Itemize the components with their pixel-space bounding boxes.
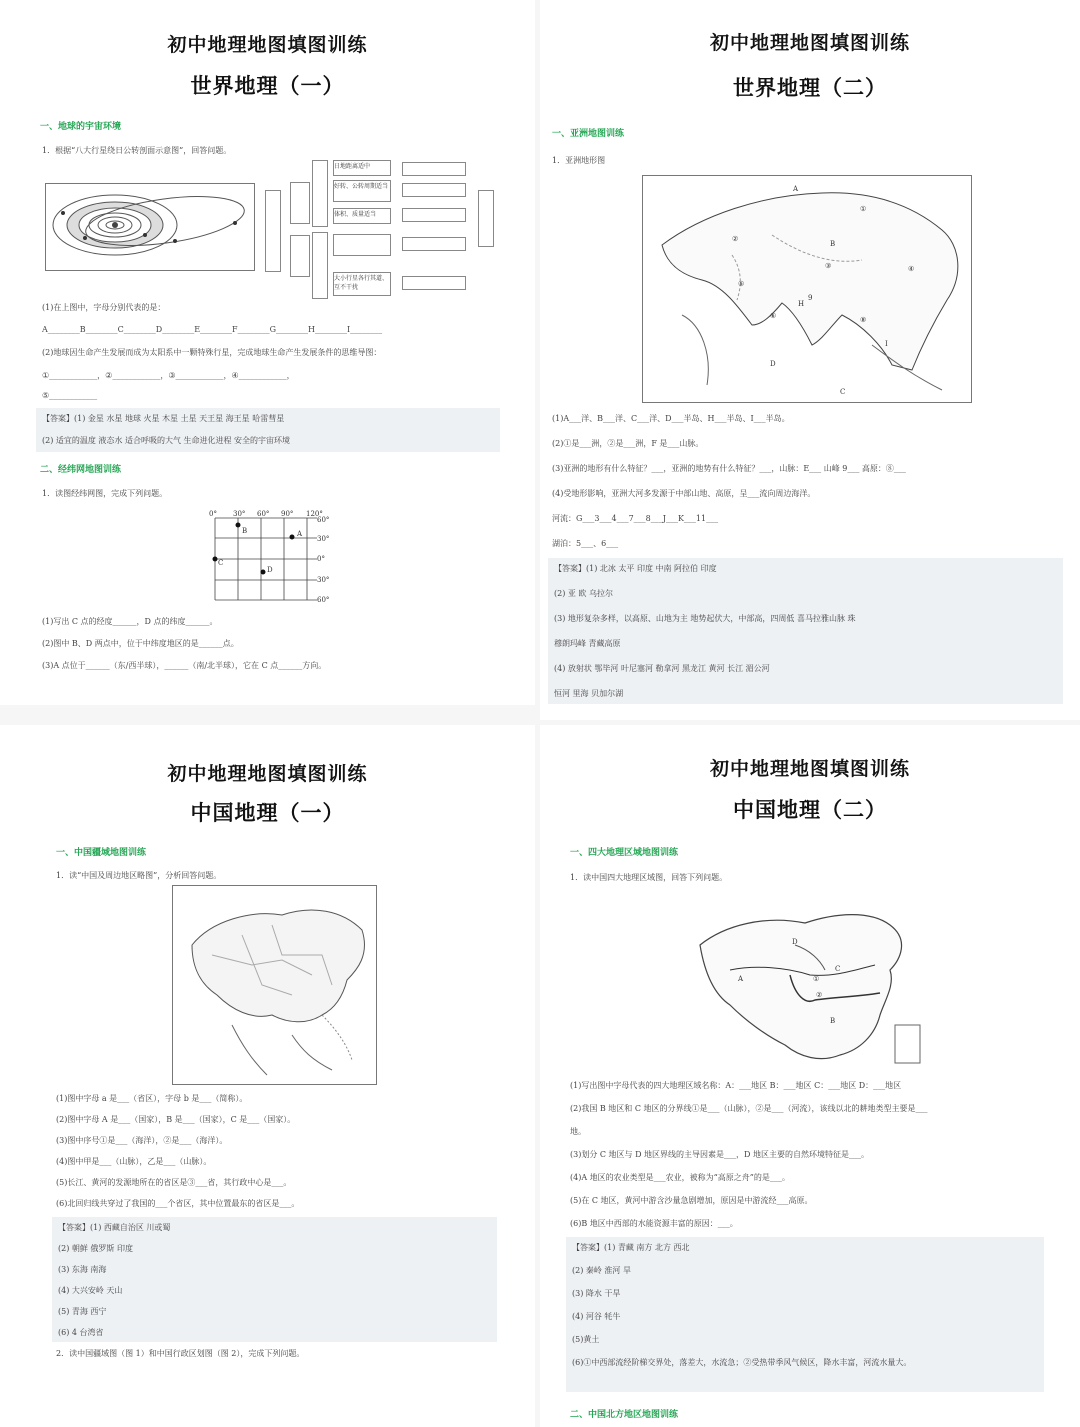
fill-blanks: A________B________C________D________E________F________G________H________I________	[42, 325, 383, 334]
answer-line: (4) 大兴安岭 天山	[58, 1286, 123, 1295]
answer-line: (4) 放射状 鄂毕河 叶尼塞河 勒拿河 黑龙江 黄河 长江 湄公河	[554, 664, 770, 673]
question-text: (2)图中字母 A 是___（国家），B 是___（国家），C 是___（国家）。	[56, 1115, 296, 1124]
map-label: A	[793, 185, 799, 193]
mindmap-node	[290, 235, 310, 277]
answer-line: 穆朗玛峰 青藏高原	[554, 639, 621, 648]
question-text: 1．读图经纬网图，完成下列问题。	[42, 489, 168, 498]
question-text: (1)A___洋、B___洋、C___洋、D___半岛、H___半岛、I___半岛。	[552, 414, 790, 423]
answer-line: (6)①中西部流经阶梯交界处，落差大，水流急；②受热带季风气候区，降水丰富，河流水量大。	[572, 1358, 912, 1367]
question-text: (3)图中序号①是___（海洋），②是___（海洋）。	[56, 1136, 228, 1145]
answer-line: (6) 4 台湾省	[58, 1328, 104, 1337]
mindmap-item	[333, 234, 391, 256]
mindmap-root	[265, 190, 281, 272]
answer-line: 【答案】(1) 金星 水星 地球 火星 木星 土星 天王星 海王星 哈雷彗星	[42, 414, 285, 423]
mindmap-item: 大小行星各行其道、互不干扰	[333, 272, 391, 296]
mindmap-blank-4	[402, 237, 466, 251]
answer-box	[566, 1237, 1044, 1392]
map-label: H	[798, 300, 805, 308]
mindmap-item: 体积、质量适当	[333, 208, 391, 224]
answer-line: (4) 河谷 牦牛	[572, 1312, 621, 1321]
page-title: 初中地理地图填图训练	[709, 32, 910, 54]
mindmap-node	[312, 160, 328, 227]
answer-line: 【答案】(1) 青藏 南方 北方 西北	[572, 1243, 690, 1252]
question-text: (1)在上图中，字母分别代表的是：	[42, 303, 166, 312]
answer-line: (2) 亚 欧 乌拉尔	[554, 589, 613, 598]
question-text: 河流：G___3___4___7___8___J___K___11___	[552, 514, 719, 523]
mindmap-item: 好转、公转周期适当	[333, 180, 391, 202]
question-text: 湖泊：5___、6___	[552, 539, 619, 548]
fill-blanks: ①____________，②____________，③____________，④____________，	[42, 371, 295, 380]
question-text: (1)写出图中字母代表的四大地理区域名称：A：___地区 B：___地区 C：___地区 D：___地区	[570, 1081, 902, 1090]
page-subtitle: 世界地理（一）	[190, 74, 345, 98]
graticule-grid	[205, 508, 335, 606]
page-china-geography-2	[540, 725, 1080, 1427]
answer-line: 恒河 里海 贝加尔湖	[554, 689, 624, 698]
answer-box	[52, 1217, 497, 1342]
map-label: ④	[908, 265, 915, 273]
graticule-label: 60°	[317, 516, 330, 524]
section-heading: 一、中国疆域地图训练	[56, 848, 147, 858]
region-label: D	[792, 938, 798, 946]
question-text: (5)长江、黄河的发源地所在的省区是③___省，其行政中心是___。	[56, 1178, 292, 1187]
graticule-label: 30°	[317, 576, 330, 584]
region-label: ①	[813, 975, 820, 983]
page-world-geography-2	[540, 0, 1080, 720]
question-text: (2)图中 B、D 两点中，位于中纬度地区的是______点。	[42, 639, 239, 648]
region-label: ②	[816, 991, 823, 999]
question-text: (5)在 C 地区，黄河中游含沙量急剧增加，原因是中游流经___高原。	[570, 1196, 813, 1205]
answer-line: (5) 青海 西宁	[58, 1307, 107, 1316]
mindmap-node	[312, 232, 328, 299]
graticule-label: 30°	[317, 535, 330, 543]
map-label: ⑤	[738, 280, 745, 288]
answer-line: (3) 地形复杂多样，以高原、山地为主 地势起伏大，中部高，四周低 喜马拉雅山脉 珠	[554, 614, 856, 623]
point-label: C	[218, 559, 224, 567]
page-world-geography-1	[0, 0, 535, 705]
section-heading: 二、中国北方地区地图训练	[570, 1410, 679, 1420]
fill-blanks: ⑤____________	[42, 391, 98, 400]
page-title: 初中地理地图填图训练	[167, 763, 368, 785]
map-label: ⑥	[770, 312, 777, 320]
mindmap-result	[478, 190, 494, 247]
point-label: B	[242, 527, 248, 535]
question-text: (3)划分 C 地区与 D 地区界线的主导因素是___，D 地区主要的自然环境特征是___。	[570, 1150, 869, 1159]
page-subtitle: 世界地理（二）	[733, 76, 887, 100]
region-label: C	[835, 965, 841, 973]
question-text: 1．根据“八大行星绕日公转剖面示意图”，回答问题。	[42, 146, 232, 155]
question-text: 1．读中国四大地理区域图，回答下列问题。	[570, 873, 728, 882]
graticule-label: 120°	[306, 510, 323, 518]
question-text: (4)图中甲是___（山脉），乙是___（山脉）。	[56, 1157, 212, 1166]
page-title: 初中地理地图填图训练	[709, 758, 910, 780]
planet-orbit-figure	[45, 183, 255, 271]
map-label: ③	[825, 262, 832, 270]
answer-line: (5)黄土	[572, 1335, 600, 1344]
question-text: (2)我国 B 地区和 C 地区的分界线①是___（山脉），②是___（河流），该线以北的耕地类型主要是___	[570, 1104, 928, 1113]
answer-line: (3) 东海 南海	[58, 1265, 107, 1274]
answer-line: (2) 朝鲜 俄罗斯 印度	[58, 1244, 133, 1253]
china-regions-map	[695, 905, 925, 1067]
question-text: (2)地球因生命产生发展而成为太阳系中一颗特殊行星，完成地球生命产生发展条件的思维导图：	[42, 348, 382, 357]
question-text: 2．读中国疆域图（图 1）和中国行政区划图（图 2），完成下列问题。	[56, 1349, 305, 1358]
question-text: (2)①是___洲，②是___洲，F 是___山脉。	[552, 439, 704, 448]
answer-line: (2) 秦岭 淮河 旱	[572, 1266, 631, 1275]
map-label: B	[830, 240, 836, 248]
question-text: 地。	[570, 1127, 586, 1136]
page-title: 初中地理地图填图训练	[167, 34, 368, 56]
mindmap-blank-2	[402, 183, 466, 197]
question-text: (3)亚洲的地形有什么特征？___，亚洲的地势有什么特征？___，山脉：E___ 山峰 9___ 高原：⑧___	[552, 464, 906, 473]
answer-line: 【答案】(1) 西藏自治区 川或蜀	[58, 1223, 171, 1232]
graticule-label: 90°	[281, 510, 294, 518]
section-heading: 一、四大地理区域地图训练	[570, 848, 679, 858]
graticule-label: 30°	[233, 510, 246, 518]
region-label: B	[830, 1017, 836, 1025]
answer-line: (3) 降水 干旱	[572, 1289, 621, 1298]
question-text: (4)A 地区的农业类型是___农业，被称为“高原之舟”的是___。	[570, 1173, 790, 1182]
question-text: (3)A 点位于______（东/西半球），______（南/北半球），它在 C 点______方向。	[42, 661, 327, 670]
map-label: D	[770, 360, 776, 368]
page-subtitle: 中国地理（二）	[733, 798, 887, 822]
answer-box	[36, 408, 500, 452]
answer-line: 【答案】(1) 北冰 太平 印度 中南 阿拉伯 印度	[554, 564, 717, 573]
point-label: A	[297, 530, 303, 538]
china-surroundings-map	[172, 885, 377, 1085]
map-label: ⑧	[860, 316, 867, 324]
asia-terrain-map	[642, 175, 972, 403]
answer-box	[548, 558, 1063, 704]
answer-line: (2) 适宜的温度 液态水 适合呼吸的大气 生命进化进程 安全的宇宙环境	[42, 436, 291, 445]
mindmap-blank-5	[402, 276, 466, 290]
mindmap-blank-1	[402, 162, 466, 176]
region-label: A	[738, 975, 744, 983]
section-heading: 一、亚洲地图训练	[552, 129, 625, 139]
map-label: C	[840, 388, 846, 396]
graticule-label: 60°	[317, 596, 330, 604]
page-china-geography-1	[0, 725, 535, 1427]
question-text: (1)写出 C 点的经度______，D 点的纬度______。	[42, 617, 218, 626]
point-label: D	[267, 566, 273, 574]
graticule-label: 0°	[209, 510, 217, 518]
question-text: (6)北回归线共穿过了我国的___个省区，其中位置最东的省区是___。	[56, 1199, 300, 1208]
graticule-label: 0°	[317, 555, 325, 563]
map-label: I	[885, 340, 888, 348]
graticule-label: 60°	[257, 510, 270, 518]
map-label: 9	[808, 294, 813, 302]
page-subtitle: 中国地理（一）	[190, 801, 345, 825]
mindmap-item: 日地距离适中	[333, 160, 391, 176]
map-label: ②	[732, 235, 739, 243]
question-text: (6)B 地区中西部的水能资源丰富的原因：___。	[570, 1219, 738, 1228]
question-text: 1．读“中国及周边地区略图”，分析回答问题。	[56, 871, 222, 880]
map-label: ①	[860, 205, 867, 213]
section-heading: 一、地球的宇宙环境	[40, 122, 122, 132]
question-text: (4)受地形影响，亚洲大河多发源于中部山地、高原，呈___流向周边海洋。	[552, 489, 816, 498]
mindmap-node	[290, 182, 310, 224]
section-heading: 二、经纬网地图训练	[40, 465, 122, 475]
mindmap-blank-3	[402, 208, 466, 222]
question-text: 1．亚洲地形图	[552, 156, 606, 165]
question-text: (1)图中字母 a 是___（省区），字母 b 是___（简称）。	[56, 1094, 248, 1103]
